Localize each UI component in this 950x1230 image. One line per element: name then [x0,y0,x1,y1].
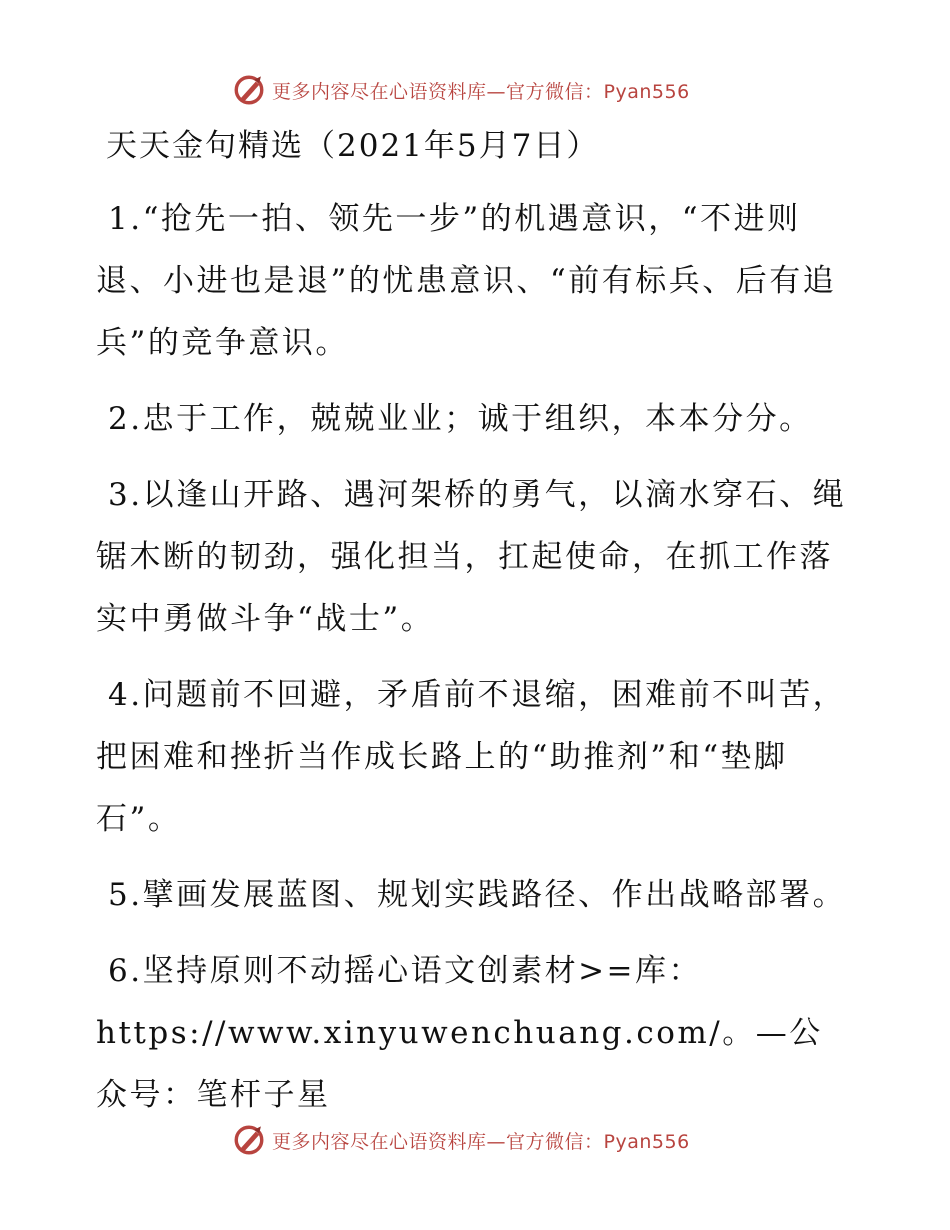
header-watermark-banner [232,70,712,110]
footer-watermark-banner [232,1120,712,1160]
quote-item-4: 4.问题前不回避，矛盾前不退缩，困难前不叫苦，把困难和挫折当作成长路上的“助推剂”和“垫脚石”。 [96,677,847,837]
pen-logo-icon [232,1123,266,1157]
quote-item-1: 1.“抢先一拍、领先一步”的机遇意识，“不进则退、小进也是退”的忧患意识、“前有标兵、后有追兵”的竞争意识。 [96,201,837,361]
quote-item-3: 3.以逢山开路、遇河架桥的勇气，以滴水穿石、绳锯木断的韧劲，强化担当，扛起使命，在抓工作落实中勇做斗争“战士”。 [96,477,847,637]
quote-item-6: 6.坚持原则不动摇心语文创素材>=库：https://www.xinyuwenchuang.com/。—公众号：笔杆子星 [96,953,823,1113]
quote-item-2: 2.忠于工作，兢兢业业；诚于组织，本本分分。 [108,401,813,437]
document-body [96,122,856,1140]
watermark-text: 更多内容尽在心语资料库—官方微信：Pyan556 [272,80,690,103]
quote-item-5: 5.擘画发展蓝图、规划实践路径、作出战略部署。 [108,877,847,913]
pen-logo-icon [232,73,266,107]
document-title: 天天金句精选（2021年5月7日） [106,128,600,164]
watermark-text: 更多内容尽在心语资料库—官方微信：Pyan556 [272,1130,690,1153]
